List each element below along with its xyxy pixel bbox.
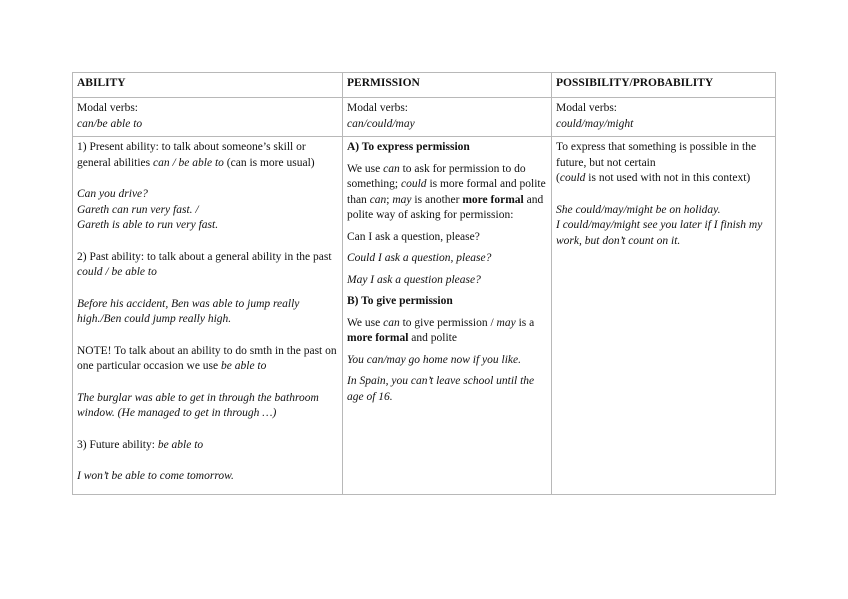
permission-explanation: We use can to ask for permission to do something; could is more formal and polite than can; may is another more formal and polite way of asking for permission:	[347, 162, 546, 221]
give-permission-explanation: We use can to give permission / may is a more formal and polite	[347, 316, 535, 344]
section-a-title: A) To express permission	[347, 141, 470, 153]
modal-verbs-row	[73, 98, 776, 137]
header-possibility: POSSIBILITY/PROBABILITY	[552, 73, 776, 98]
modal-verbs-ability: can/be able to	[77, 117, 143, 130]
modal-label: Modal verbs:	[556, 102, 618, 114]
modal-verbs-permission: can/could/may	[347, 117, 415, 130]
example: Gareth is able to run very fast.	[77, 219, 219, 231]
header-ability: ABILITY	[73, 73, 343, 98]
header-row	[73, 73, 776, 98]
example: May I ask a question please?	[347, 273, 481, 286]
example: Before his accident, Ben was able to jump really high./Ben could jump really high.	[77, 297, 300, 325]
example: In Spain, you can’t leave school until the age of 16.	[347, 375, 535, 403]
possibility-note: (could is not used with not in this context)	[556, 172, 751, 184]
possibility-explanation: To express that something is possible in the future, but not certain	[556, 141, 757, 169]
modal-label: Modal verbs:	[347, 102, 409, 114]
modal-cell-ability	[73, 98, 343, 137]
future-ability: 3) Future ability: be able to	[77, 438, 204, 451]
modal-verbs-table	[72, 72, 776, 495]
example: Could I ask a question, please?	[347, 252, 492, 264]
example: The burglar was able to get in through the bathroom window. (He managed to get in through …)	[77, 391, 319, 419]
example: I won’t be able to come tomorrow.	[77, 470, 234, 482]
modal-cell-possibility	[552, 98, 776, 137]
modal-verbs-possibility: could/may/might	[556, 117, 634, 130]
example: I could/may/might see you later if I finish my work, but don’t count on it.	[556, 219, 763, 247]
content-row	[73, 137, 776, 495]
section-b-title: B) To give permission	[347, 295, 453, 307]
present-ability: 1) Present ability: to talk about someone’s skill or general abilities can / be able to (can is more usual)	[77, 141, 315, 169]
example: Gareth can run very fast. /	[77, 203, 199, 216]
example: Can you drive?	[77, 188, 148, 200]
example: You can/may go home now if you like.	[347, 353, 521, 366]
note: NOTE! To talk about an ability to do smth in the past on one particular occasion we use be able to	[77, 344, 337, 372]
example: She could/may/might be on holiday.	[556, 203, 721, 216]
modal-cell-permission	[343, 98, 552, 137]
example: Can I ask a question, please?	[347, 230, 480, 243]
header-permission: PERMISSION	[343, 73, 552, 98]
past-ability: 2) Past ability: to talk about a general ability in the past could / be able to	[77, 250, 332, 278]
ability-cell	[73, 137, 343, 495]
possibility-cell	[552, 137, 776, 495]
modal-label: Modal verbs:	[77, 102, 139, 114]
permission-cell	[343, 137, 552, 495]
